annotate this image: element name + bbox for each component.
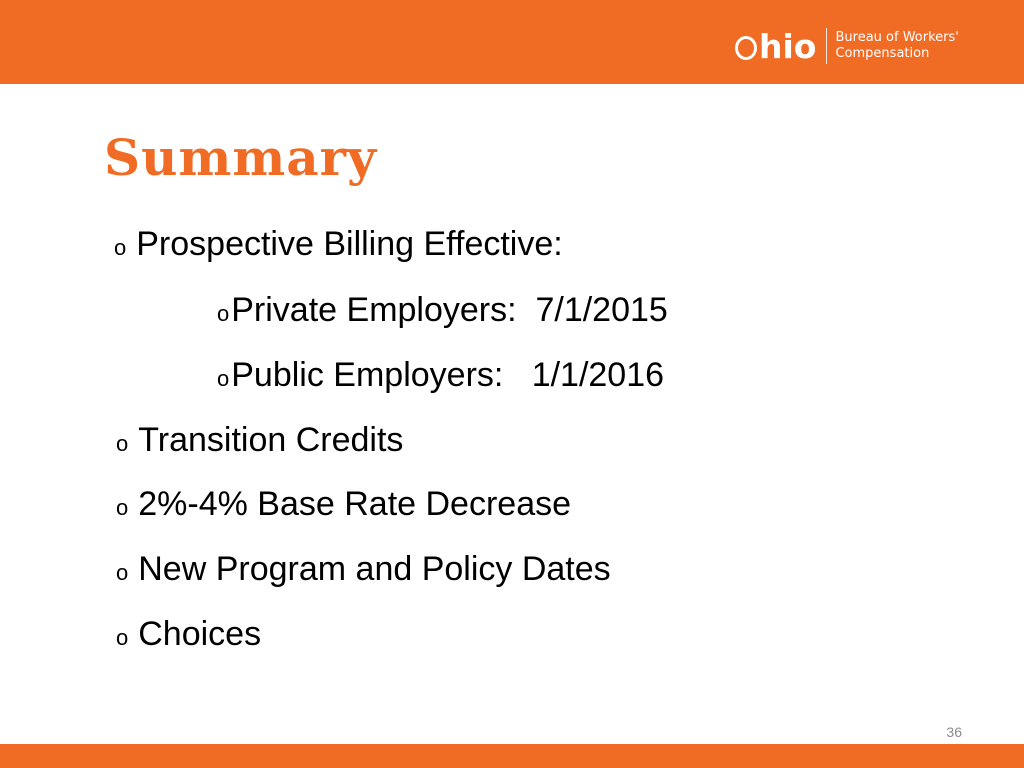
bullet-item (116, 549, 611, 593)
sub-bullet-item (217, 355, 664, 399)
bullet-text: Public Employers: 1/1/2016 (231, 356, 665, 394)
bullet-item (116, 420, 403, 464)
logo-divider (826, 28, 827, 64)
header-bar (0, 0, 1024, 84)
bullet-marker-icon: o (217, 301, 230, 326)
bullet-marker-icon: o (114, 235, 127, 260)
ohio-wordmark-letters: hio (759, 26, 817, 66)
ohio-bwc-logo (735, 24, 959, 68)
bullet-marker-icon: o (116, 560, 129, 585)
sub-bullet-item (217, 290, 668, 334)
bullet-marker-icon: o (116, 431, 129, 456)
logo-org-line1: Bureau of Workers' (835, 30, 959, 45)
page-number: 36 (946, 724, 962, 740)
bullet-text: 2%-4% Base Rate Decrease (138, 485, 572, 523)
bullet-marker-icon: o (116, 625, 129, 650)
slide-title: Summary (104, 128, 378, 187)
logo-org-line2: Compensation (835, 46, 930, 61)
bullet-item (116, 484, 571, 528)
bullet-text: Private Employers: 7/1/2015 (231, 291, 668, 329)
bullet-text: New Program and Policy Dates (138, 550, 611, 588)
footer-bar (0, 744, 1024, 768)
ohio-o-icon (735, 36, 757, 60)
bullet-text: Transition Credits (138, 421, 404, 459)
bullet-text: Prospective Billing Effective: (136, 225, 563, 263)
logo-org-name (835, 30, 958, 62)
bullet-item (114, 224, 563, 268)
bullet-item (116, 614, 261, 658)
ohio-wordmark (735, 26, 817, 66)
bullet-marker-icon: o (217, 366, 230, 391)
bullet-text: Choices (138, 615, 262, 653)
bullet-marker-icon: o (116, 495, 129, 520)
